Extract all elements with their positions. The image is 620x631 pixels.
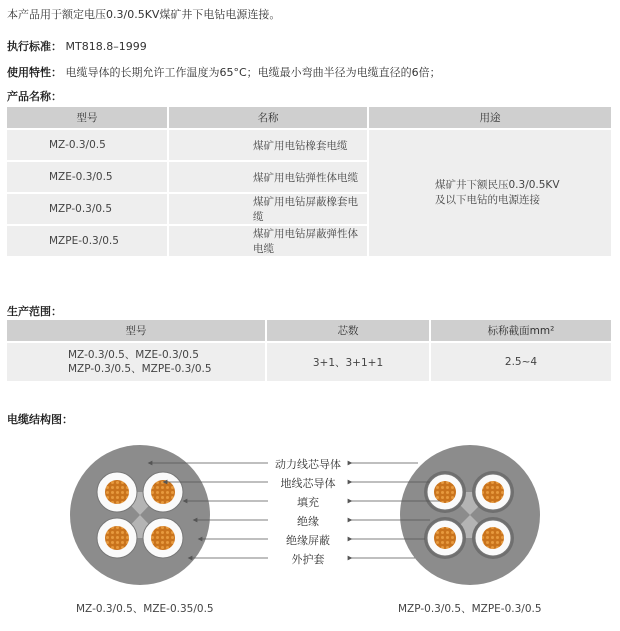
label-filler: 填充 [297,496,319,509]
cell-use [369,130,611,256]
cell-name: 煤矿用电钻橡套电缆 [169,130,367,160]
feature-label: 使用特性： [7,66,62,79]
cell-model: MZ-0.3/0.5 [7,130,167,160]
cell-model: MZP-0.3/0.5 [7,194,167,224]
header-cores: 芯数 [267,320,429,341]
left-cable-caption: MZ-0.3/0.5、MZE-0.35/0.5 [76,603,214,615]
range-table-header [7,320,611,341]
cell-models [7,343,265,381]
range-table [5,318,613,383]
label-insulation-shield: 绝缘屏蔽 [286,534,330,547]
range-model-line-2: MZP-0.3/0.5、MZPE-0.3/0.5 [68,363,212,375]
range-section-title: 生产范围： [7,305,62,318]
label-ground-conductor: 地线芯导体 [280,477,336,490]
header-section: 标称截面mm² [431,320,611,341]
standard-line [7,38,147,54]
right-cable [400,445,540,585]
range-model-line-1: MZ-0.3/0.5、MZE-0.3/0.5 [68,349,199,361]
feature-value: 电缆导体的长期允许工作温度为65°C；电缆最小弯曲半径为电缆直径的6倍； [65,66,441,79]
cell-name: 煤矿用电钻屏蔽橡套电缆 [169,194,367,224]
use-line-2: 及以下电钻的电源连接 [435,194,540,206]
use-line-1: 煤矿井下额民压0.3/0.5KV [435,179,560,191]
feature-line [7,64,441,80]
product-section-title: 产品名称： [7,90,62,103]
header-use: 用途 [369,107,611,128]
header-model: 型号 [7,320,265,341]
product-table [5,105,613,258]
intro-text: 本产品用于额定电压0.3/0.5KV煤矿井下电钻电源连接。 [7,8,281,21]
product-table-header [7,107,611,128]
structure-section-title: 电缆结构图： [7,413,73,426]
label-power-conductor: 动力线芯导体 [275,458,341,471]
left-cable [70,445,210,585]
table-row [7,130,611,160]
right-cable-caption: MZP-0.3/0.5、MZPE-0.3/0.5 [398,603,542,615]
header-model: 型号 [7,107,167,128]
cell-cores: 3+1、3+1+1 [267,343,429,381]
header-name: 名称 [169,107,367,128]
cell-name: 煤矿用电钻弹性体电缆 [169,162,367,192]
standard-label: 执行标准： [7,40,62,53]
table-row [7,343,611,381]
label-outer-sheath: 外护套 [291,553,325,566]
cell-name: 煤矿用电钻屏蔽弹性体电缆 [169,226,367,256]
cell-section: 2.5~4 [431,343,611,381]
cell-model: MZE-0.3/0.5 [7,162,167,192]
label-insulation: 绝缘 [297,515,319,528]
standard-value: MT818.8–1999 [65,40,147,53]
cell-model: MZPE-0.3/0.5 [7,226,167,256]
